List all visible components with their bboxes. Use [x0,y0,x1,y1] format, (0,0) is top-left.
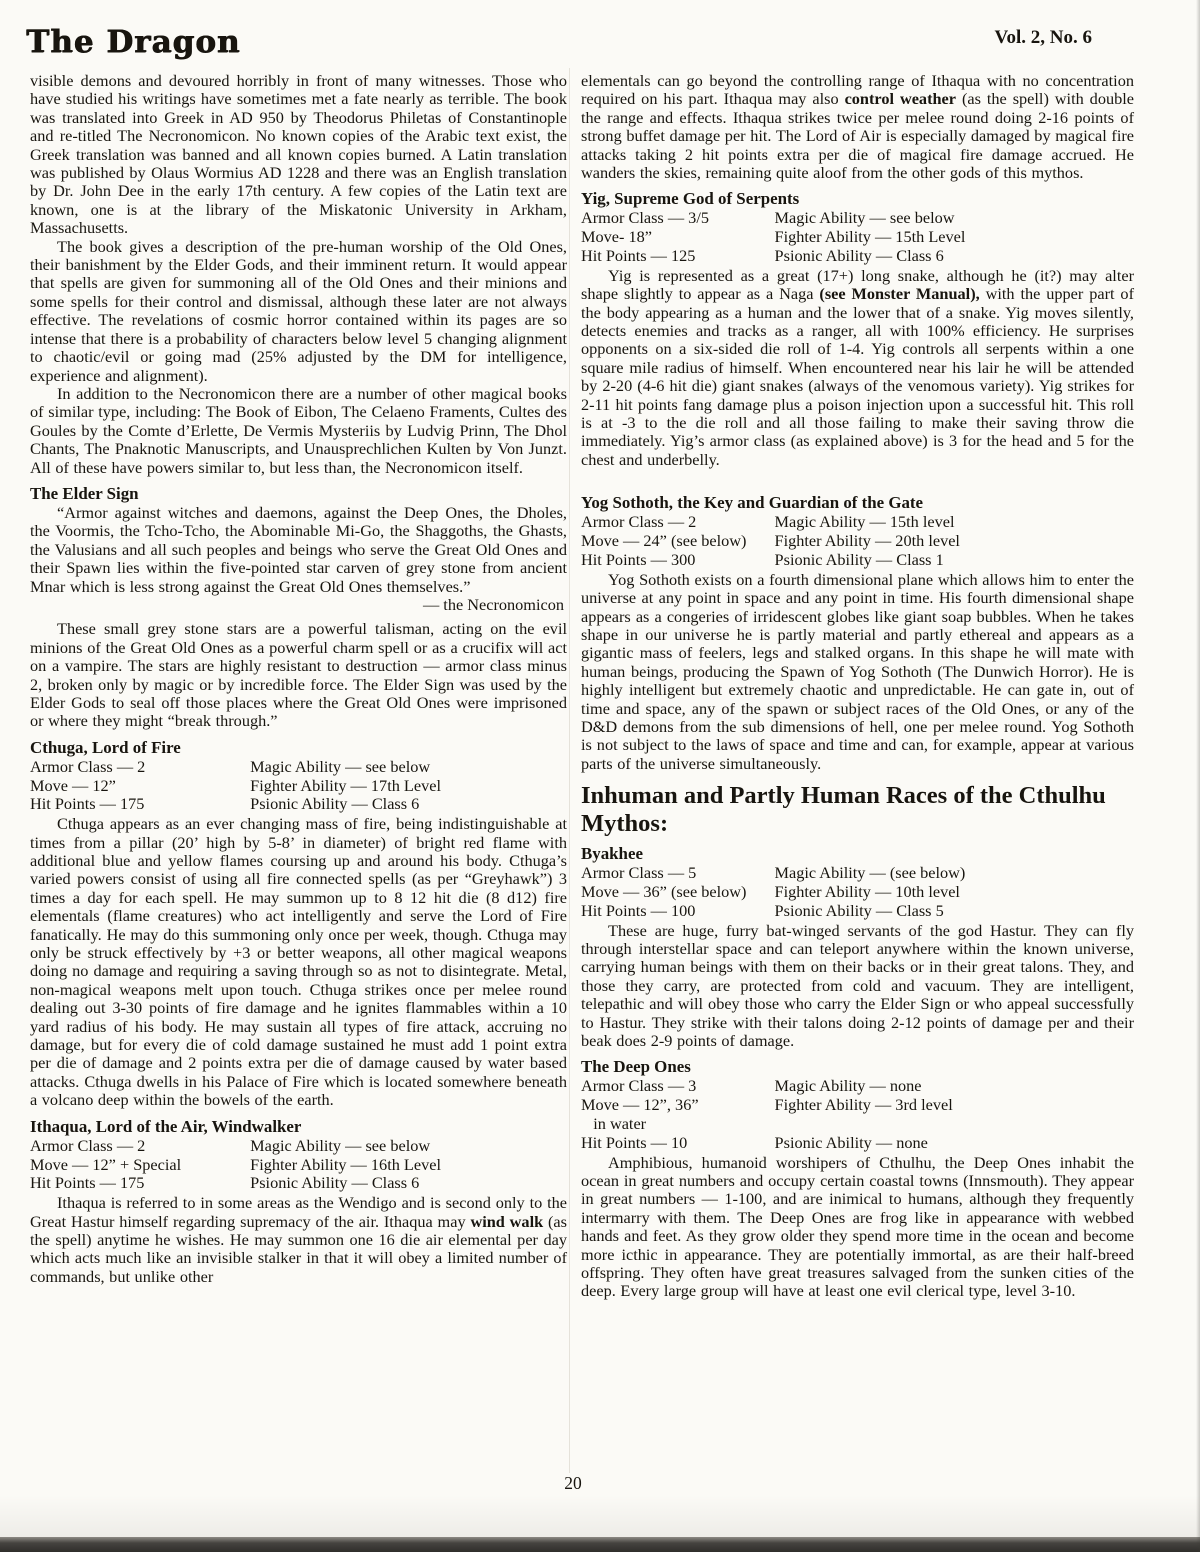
stat-cell-left: Move — 12”, 36” [581,1095,699,1115]
stat-cell-left: Armor Class — 3 [581,1076,697,1096]
stat-cell-right: Magic Ability — see below [250,756,431,776]
stat-cell-right: Magic Ability — (see below) [774,863,966,883]
stat-cell-right: Fighter Ability — 10th level [774,881,960,901]
paragraph: Yog Sothoth exists on a fourth dimensional plane which allows him to enter the universe at any point in space and any point in time. His fourth dimensional shape appears as a congeries of irridescent globes like giant soap bubbles. When he takes shape in our universe he is partly material and partly ethereal and appears as a gigantic mass of feelers, legs and stalked organs. In this shape he will mate with human beings, producing the Spawn of Yog Sothoth (The Dunwich Horror). He is highly intelligent but extremely chaotic and unpredictable. He can gate in, out of time and space, any of the spawn or subject races of the Old Ones, or any of the D&D demons from the sub dimensions of hell, one per melee round. Yog Sothoth is not subject to the laws of space and time and can, for example, appear at various parts of the universe simultaneously. [581,569,1134,773]
paragraph: Amphibious, humanoid worshipers of Cthulhu, the Deep Ones inhabit the ocean in great numbers and occupy certain coastal towns (Innsmouth). They appear in great numbers — 1-100, and are inimical to humans, although they frequently intermarry with them. The Deep Ones are frog like in appearance with webbed hands and feet. As they grow older they spend more time in the ocean and become more icthic in appearance. They are potentially immortal, as are their half-breed offspring. They often have great treasures salvaged from the sunken cities of the deep. Every large group will have at least one evil clerical type, level 3-10. [581,1152,1134,1301]
stat-row [581,209,1134,228]
paragraph: visible demons and devoured horribly in front of many witnesses. Those who have studied his writings have sometimes met a fate nearly as terrible. The book was translated into Greek in AD 950 by Theodorus Philetas of Constantinople and re-titled The Necronomicon. No known copies of the Arabic text exist, the Greek translation was banned and all known copies burned. A Latin translation was published by Olaus Wormius AD 1228 and there was an English translation by Dr. John Dee in the early 17th century. A few copies of the Latin text are known, one is at the library of the Miskatonic University in Arkham, Massachusetts. [30,71,567,238]
stat-cell-right: Psionic Ability — Class 1 [774,549,944,569]
stat-cell-left: Move- 18” [581,227,652,247]
quote-attribution: — the Necronomicon [422,594,564,614]
stat-cell-left: Move — 24” (see below) [581,531,747,551]
issue-label: Vol. 2, No. 6 [994,27,1092,48]
stat-cell-right: Magic Ability — none [774,1076,922,1096]
section-heading: Cthuga, Lord of Fire [30,737,181,757]
section-heading: Yog Sothoth, the Key and Guardian of the Gate [581,493,924,513]
stat-cell-right: Fighter Ability — 20th level [774,531,960,551]
stat-row [581,1134,1134,1153]
stat-row [581,228,1134,247]
paragraph: “Armor against witches and daemons, against the Deep Ones, the Dholes, the Voormis, the Tcho-Tcho, the Abominable Mi-Go, the Shaggoths, the Ghasts, the Valusians and all such peoples and beings who serve the Great Old Ones and their Spawn lies within the five-pointed star carven of grey stone from ancient Mnar which is less strong against the Great Old Ones themselves.” [30,502,567,596]
stat-block [581,513,1134,569]
major-heading: Inhuman and Partly Human Races of the Cthulhu Mythos: [581,782,1106,837]
paragraph: In addition to the Necronomicon there are a number of other magical books of similar type, including: The Book of Eibon, The Celaeno Framents, Cultes des Goules by the Comte d’Erlette, De Vermis Mysteriis by Ludvig Prinn, The Dhol Chants, The Pnaknotic Manuscripts, and Unausprechlichen Kulten by Von Junzt. All of these have powers similar to, but less than, the Necronomicon itself. [30,383,567,477]
stat-row [581,902,1134,921]
scan-shadow [0,1495,1200,1537]
stat-cell-left: Hit Points — 10 [581,1132,688,1152]
stat-cell-right: Psionic Ability — none [774,1132,928,1152]
stat-cell-left: Hit Points — 125 [581,246,696,266]
stat-row [30,1156,567,1175]
scan-right-edge [1196,0,1200,1552]
page-number: 20 [564,1473,582,1493]
paragraph: The book gives a description of the pre-human worship of the Old Ones, their banishment by the Elder Gods, and their imminent return. It would appear that spells are given for summoning all of the Old Ones and their minions and some spells for their control and dismissal, although these later are not always effective. The revelations of cosmic horror contained within its pages are so intense that there is a probability of characters below level 5 changing alignment to chaotic/evil or going mad (25% adjusted by the DM for intelligence, experience and alignment). [30,236,567,385]
stat-block [581,864,1134,920]
stat-row [581,551,1134,570]
stat-row [581,1115,1134,1134]
stat-cell-left: Move — 36” (see below) [581,881,747,901]
stat-cell-left: Armor Class — 2 [581,512,697,532]
magazine-logo: The Dragon [26,24,241,60]
stat-cell-left: Armor Class — 2 [30,756,146,776]
stat-cell-left: in water [581,1113,647,1133]
stat-row [30,758,567,777]
stat-row [581,247,1134,266]
stat-cell-right: Magic Ability — 15th level [774,512,955,532]
stat-cell-left: Hit Points — 100 [581,900,696,920]
stat-cell-right: Fighter Ability — 3rd level [774,1095,953,1115]
stat-cell-right: Psionic Ability — Class 6 [250,1173,420,1193]
stat-cell-right: Fighter Ability — 17th Level [250,775,441,795]
stat-cell-left: Move — 12” [30,775,116,795]
stat-cell-left: Armor Class — 5 [581,863,697,883]
stat-block [30,1137,567,1193]
stat-row [30,777,567,796]
paragraph: Ithaqua is referred to in some areas as the Wendigo and is second only to the Great Hastur himself regarding supremacy of the air. Ithaqua may wind walk (as the spell) anytime he wishes. He may summon one 16 die air elemental per day which acts much like an invisible stalker in that it will obey a limited number of commands, but unlike other [30,1193,567,1286]
stat-row [581,532,1134,551]
section-heading: Ithaqua, Lord of the Air, Windwalker [30,1116,302,1136]
left-column [30,72,567,1286]
stat-cell-right: Fighter Ability — 16th Level [250,1154,441,1174]
column-gutter-line [569,68,570,1473]
stat-cell-left: Move — 12” + Special [30,1154,182,1174]
stat-cell-right: Magic Ability — see below [774,208,955,228]
paragraph: These small grey stone stars are a powerful talisman, acting on the evil minions of the Great Old Ones as a powerful charm spell or as a crucifix will act on a vampire. The stars are highly resistant to destruction — armor class minus 2, broken only by magic or by incredible force. The Elder Sign was used by the Elder Gods to seal off those places where the Great Old Ones were imprisoned or where they might “break through.” [30,619,567,731]
stat-cell-right: Fighter Ability — 15th Level [774,227,966,247]
section-heading: The Elder Sign [30,483,139,503]
section-heading: Yig, Supreme God of Serpents [581,189,800,209]
stat-row [30,1137,567,1156]
paragraph: elementals can go beyond the controlling range of Ithaqua with no concentration required on his part. Ithaqua may also control weather (as the spell) with double the range and effects. Ithaqua strikes twice per melee round doing 2-16 points of strong buffet damage per hit. The Lord of Air is especially damaged by magical fire attacks taking 2 hit points extra per die of magical fire damage accrued. He wanders the skies, remaining quite aloof from the other gods of this mythos. [581,71,1134,183]
stat-cell-left: Armor Class — 2 [30,1135,146,1155]
stat-row [581,1096,1134,1115]
stat-cell-right: Magic Ability — see below [250,1135,431,1155]
stat-row [581,864,1134,883]
section-heading: The Deep Ones [581,1057,691,1077]
stat-cell-right: Psionic Ability — Class 6 [250,794,420,814]
stat-cell-left: Hit Points — 175 [30,1173,145,1193]
section-heading: Byakhee [581,844,643,864]
stat-block [581,209,1134,265]
paragraph: Yig is represented as a great (17+) long snake, although he (it?) may alter shape slightly to appear as a Naga (see Monster Manual), with the upper part of the body appearing as a human and the lower that of a snake. Yig moves silently, detects enemies and tracks as a ranger, all with 100% efficiency. He surprises opponents on a six-sided die roll of 1-4. Yig controls all serpents within a one square mile radius of himself. When encountered near his lair he will be attended by 2-20 (4-6 hit die) giant snakes (always of the venomous variety). Yig strikes for 2-11 hit points fang damage plus a poison injection upon a successful hit. This roll is at -3 to the die roll and all those failing to make their saving throw die immediately. Yig’s armor class (as explained above) is 3 for the head and 5 for the chest and underbelly. [581,265,1134,469]
stat-row [581,1077,1134,1096]
stat-block [30,758,567,814]
stat-cell-right [775,1115,1134,1134]
stat-row [581,883,1134,902]
stat-cell-right: Psionic Ability — Class 6 [774,246,944,266]
scan-edge-band [0,1537,1200,1552]
stat-cell-left: Hit Points — 175 [30,794,145,814]
stat-row [30,795,567,814]
stat-cell-left: Hit Points — 300 [581,549,696,569]
stat-cell-left: Armor Class — 3/5 [581,208,709,228]
paragraph: Cthuga appears as an ever changing mass of fire, being indistinguishable at times from a pillar (20’ high by 5-8’ in diameter) of bright red flame with additional blue and yellow flames coursing up and around his body. Cthuga’s varied powers consist of using all fire connected spells (as per “Greyhawk”) 3 times a day for each spell. He may summon up to 8 12 hit die (8 d12) fire elementals (flame creatures) who act intelligently and serve the Lord of Fire fanatically. He may do this summoning only once per week, though. Cthuga may only be struck effectively by +3 or better weapons, all other magical weapons doing no damage and requiring a saving through so as not to disintegrate. Metal, non-magical weapons melt upon touch. Cthuga strikes once per melee round dealing out 3-30 points of fire damage and he ignites flammables within a 10 yard radius of his body. He may sustain all types of fire attack, accruing no damage, but for every die of cold damage sustained he must add 1 point extra per die of damage and 2 points extra per die of damage caused by water based attacks. Cthuga dwells in his Palace of Fire which is located somewhere beneath a volcano deep within the bowels of the earth. [30,814,567,1110]
stat-block [581,1077,1134,1152]
paragraph: These are huge, furry bat-winged servants of the god Hastur. They can fly through interstellar space and can teleport anywhere within the known universe, carrying human beings with them on their backs or in their great talons. They, and those they carry, are protected from cold and vacuum. They are intelligent, telepathic and will obey those who carry the Elder Sign or who appeal successfully to Hastur. They strike with their talons doing 2-12 points of damage per and their beak does 2-9 points of damage. [581,920,1134,1050]
right-column [581,72,1134,1301]
stat-row [30,1174,567,1193]
stat-cell-right: Psionic Ability — Class 5 [774,900,944,920]
stat-row [581,513,1134,532]
